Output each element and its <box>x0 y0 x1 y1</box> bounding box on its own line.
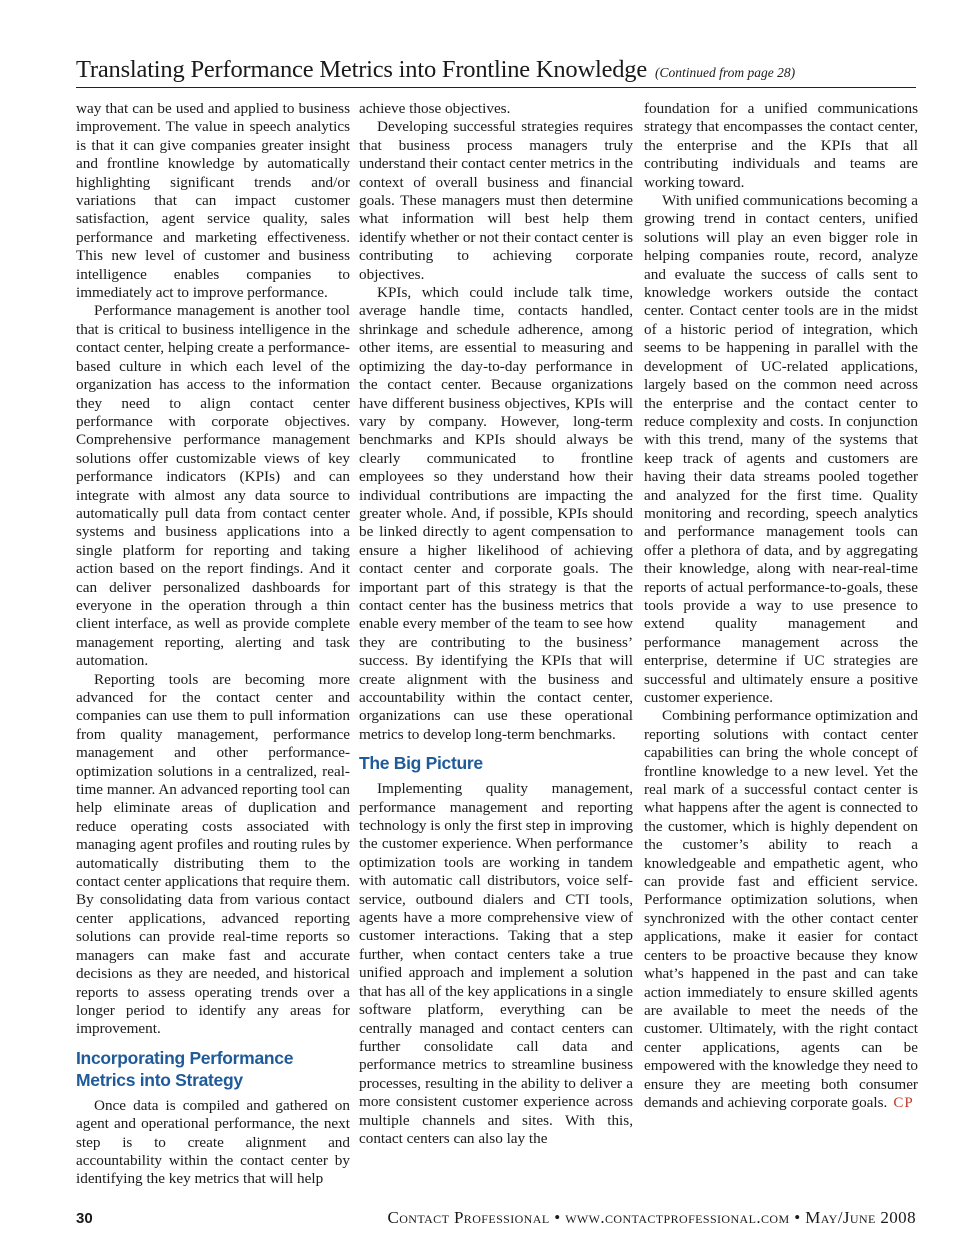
page-number: 30 <box>76 1210 93 1227</box>
paragraph-text: Combining performance optimization and reporting solutions with contact center capabilities can bring the whole concept of frontline knowledge to a new level. Yet the real mark of a successful contact center is what happens after the agent is connected to the customer, which is highly dependent on the customer’s ability to reach a knowledgeable and empathetic agent, who can provide fast and efficient service. Performance optimization solutions, when synchronized with the other contact center applications, make it easier for contact centers to be proactive because they know what’s happened in the past and can take action immediately to ensure skilled agents are available to meet the needs of the customer. Ultimately, with the right contact center applications, agents can be empowered with the knowledge they need to ensure they are meeting both consumer demands and achieving corporate goals. <box>644 707 918 1111</box>
end-mark: CP <box>893 1094 914 1111</box>
article-title: Translating Performance Metrics into Frontline Knowledge <box>76 56 648 83</box>
paragraph: Reporting tools are becoming more advanced for the contact center and companies can use them to pull information from quality management, performance management and other performance-optimization solutions in a centralized, real-time manner. An advanced reporting tool can help eliminate areas of duplication and reduce operating costs associated with managing agent profiles and routing rules by automatically distributing them to the contact center applications that require them. By consolidating data from various contact center applications, advanced reporting solutions can provide real-time reports so managers can make fast and accurate decisions as they are needed, and historical reports to assess operating trends over a longer period to identify any areas for improvement. <box>76 670 350 1038</box>
paragraph: With unified communications becoming a growing trend in contact centers, unified solutions will play an even bigger role in helping companies route, record, analyze and evaluate the success of calls sent to knowledge workers outside the contact center. Contact center tools are in the midst of a historic period of integration, which seems to be happening in parallel with the development of UC-related applications, largely based on the common need across the enterprise and the contact center to reduce complexity and costs. In conjunction with this trend, many of the systems that keep track of agents and customers are having their data streams pooled together and analyzed for the first time. Quality monitoring and recording, speech analytics and performance management tools can offer a plethora of data, and by aggregating their knowledge, along with near-real-time reports of actual performance-to-goals, these tools provide a way to use presence to extend quality management and performance management across the enterprise, determine if UC strategies are successful and ultimately ensure a positive customer experience. <box>644 192 918 706</box>
section-heading: Incorporating Performance Metrics into Strategy <box>76 1047 294 1090</box>
continued-note: (Continued from page 28) <box>655 65 796 80</box>
column-1 <box>76 100 350 1189</box>
paragraph <box>644 707 918 1112</box>
column-2 <box>359 100 633 1148</box>
paragraph: foundation for a unified communications strategy that encompasses the contact center, the enterprise and the KPIs that all contributing individuals and teams are working toward. <box>644 100 918 191</box>
paragraph: Developing successful strategies requires that business process managers truly understand their contact center metrics in the context of overall business and financial goals. These managers must then determine what information will best help them identify whether or not their contact center is contributing to achieving corporate objectives. <box>359 118 633 283</box>
publication-line: Contact Professional • www.contactprofessional.com • May/June 2008 <box>387 1208 916 1227</box>
paragraph: way that can be used and applied to business improvement. The value in speech analytics is that it can give companies greater insight and frontline knowledge by automatically highlighting significant trends and/or variations that can impact customer satisfaction, agent service quality, sales performance and marketing effectiveness. This new level of customer and business intelligence enables companies to immediately act to improve performance. <box>76 100 350 302</box>
column-3 <box>644 100 918 1112</box>
paragraph: achieve those objectives. <box>359 100 511 117</box>
section-heading: The Big Picture <box>359 753 483 774</box>
page-footer <box>76 1208 916 1232</box>
paragraph: Performance management is another tool that is critical to business intelligence in the contact center, helping create a performance-based culture in which each level of the organization has access to the information they need to align contact center performance with corporate objectives. Comprehensive performance management solutions offer customizable views of key performance indicators (KPIs) and can integrate with almost any data source to automatically pull data from contact center systems and business applications into a single platform for reporting and taking action based on the report findings. And it can deliver personalized dashboards for everyone in the operation through a thin client interface, as well as provide complete management reporting, alerting and task automation. <box>76 302 350 670</box>
paragraph: Implementing quality management, performance management and reporting technology is only the first step in improving the customer experience. When performance optimization tools are working in tandem with automatic call distributors, voice self-service, outbound dialers and CTI tools, agents have a more comprehensive view of customer interactions. Taking that a step further, when contact centers take a true unified approach and implement a solution that has all of the key applications in a single software platform, everything can be centrally managed and contact centers can further consolidate call data and performance metrics to streamline business processes, resulting in the ability to deliver a more consistent customer experience across multiple channels and sites. With this, contact centers can also lay the <box>359 780 633 1147</box>
paragraph: KPIs, which could include talk time, average handle time, contacts handled, shrinkage and schedule adherence, among other items, are essential to measuring and optimizing the day-to-day performance in the contact center. Because organizations have different business objectives, KPIs will vary by company. However, long-term benchmarks and KPIs should always be clearly communicated to frontline employees so they understand how their individual contributions are impacting the greater whole. And, if possible, KPIs should be linked directly to agent compensation to ensure a higher likelihood of achieving contact center and corporate goals. The important part of this strategy is that the contact center has the business metrics that enable every member of the team to see how they are contributing to the business’ success. By identifying the KPIs that will create alignment with the business and accountability within the contact center, organizations can use these operational metrics to develop long-term benchmarks. <box>359 284 633 743</box>
page-header <box>76 56 916 88</box>
paragraph: Once data is compiled and gathered on agent and operational performance, the next step is to create alignment and accountability within the contact center by identifying the key metrics that will help <box>76 1096 350 1188</box>
